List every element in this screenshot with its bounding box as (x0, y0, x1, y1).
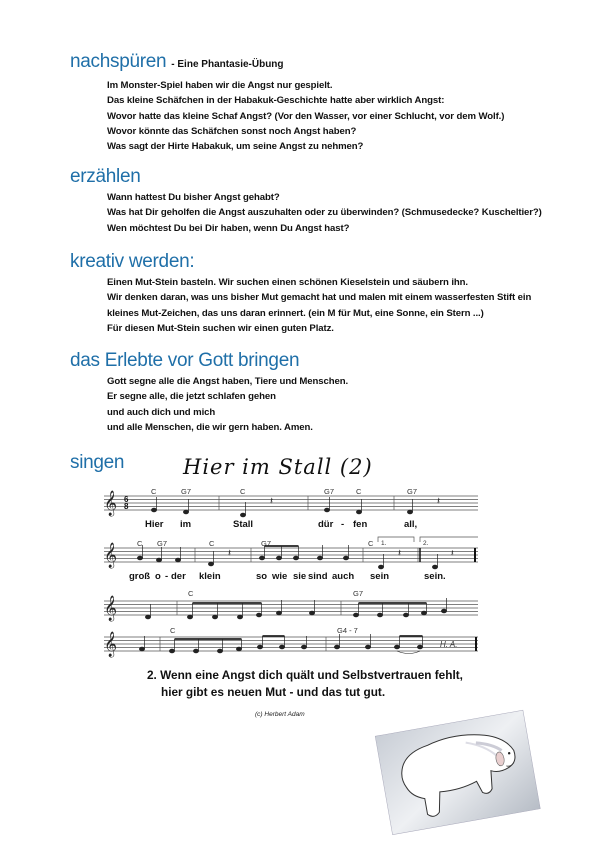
text-line: Wovor hatte das kleine Schaf Angst? (Vor den Wasser, vor einer Schlucht, vor dem Wolf.) (107, 110, 505, 122)
chord-symbol: C (356, 487, 362, 496)
verse-2 (147, 667, 463, 701)
chord-symbol: G7 (324, 487, 335, 496)
section-nachspueren (70, 51, 504, 154)
text-line: Wovor könnte das Schäfchen sonst noch Angst haben? (107, 125, 357, 137)
chord-symbol: C (188, 589, 194, 598)
section-heading: kreativ werden: (70, 251, 195, 272)
lyric: im (180, 519, 192, 530)
heading-text: nachspüren (70, 51, 167, 72)
treble-clef-icon: 𝄞 (104, 631, 118, 656)
lyric: so (256, 571, 268, 582)
lyric: sein. (424, 571, 446, 582)
section-heading: singen (70, 452, 125, 473)
verse-line: 2. Wenn eine Angst dich quält und Selbstvertrauen fehlt, (147, 668, 463, 682)
chord-symbol: G4 - 7 (337, 626, 358, 635)
text-line: und alle Menschen, die wir gern haben. Amen. (107, 421, 313, 433)
volta-label: 1. (381, 540, 387, 547)
section-kreativ-werden (70, 251, 531, 336)
text-line: Wen möchtest Du bei Dir haben, wenn Du Angst hast? (107, 222, 350, 234)
text-line: Das kleine Schäfchen in der Habakuk-Geschichte hatte aber wirklich Angst: (107, 95, 445, 107)
rest-icon: 𝄽 (437, 496, 441, 507)
lyric: fen (353, 519, 368, 530)
rest-icon: 𝄽 (398, 548, 402, 559)
section-text (107, 78, 504, 154)
staff-3 (104, 601, 478, 615)
section-text (107, 275, 531, 336)
heading-subtitle: - Eine Phantasie-Übung (171, 59, 284, 70)
text-line: Einen Mut-Stein basteln. Wir suchen einen schönen Kieselstein und säubern ihn. (107, 277, 468, 288)
staff-1 (104, 496, 478, 510)
text-line: und auch dich und mich (107, 406, 216, 418)
treble-clef-icon: 𝄞 (104, 542, 118, 567)
sheep-drawing (370, 700, 550, 835)
chord-symbol: C (240, 487, 246, 496)
text-line: kleines Mut-Zeichen, das uns daran erinnert. (ein M für Mut, eine Sonne, ein Stern ...) (107, 307, 484, 319)
verse-line: hier gibt es neuen Mut - und das tut gut. (161, 685, 386, 699)
text-line: Gott segne alle die Angst haben, Tiere und Menschen. (107, 376, 349, 387)
chord-symbol: G7 (261, 539, 272, 548)
composer-initials: H. A. (440, 640, 458, 649)
chord-symbol: G7 (157, 539, 168, 548)
lyric: Stall (233, 519, 254, 530)
section-erzaehlen (70, 166, 542, 236)
chord-symbol: C (209, 539, 215, 548)
section-singen (70, 452, 124, 474)
staff-2 (104, 537, 478, 562)
copyright: (c) Herbert Adam (255, 711, 305, 718)
section-text (107, 190, 542, 236)
time-sig-top: 6 (124, 495, 129, 504)
treble-clef-icon: 𝄞 (104, 595, 118, 620)
text-line: Für diesen Mut-Stein suchen wir einen guten Platz. (107, 322, 334, 334)
section-heading (70, 51, 504, 76)
lyric: sein (370, 571, 390, 582)
text-line: Im Monster-Spiel haben wir die Angst nur gespielt. (107, 80, 333, 91)
chord-symbol: C (368, 539, 374, 548)
text-line: Wann hattest Du bisher Angst gehabt? (107, 192, 280, 203)
lyric: - (165, 571, 169, 582)
section-heading: erzählen (70, 166, 141, 187)
chord-symbol: G7 (353, 589, 364, 598)
treble-clef-icon: 𝄞 (104, 490, 118, 515)
lyric: dür (318, 519, 334, 530)
rest-icon: 𝄽 (451, 548, 454, 558)
chord-symbol: C (137, 539, 143, 548)
lyric: sie (293, 571, 307, 582)
lyric: o (155, 571, 161, 582)
lyric: wie (272, 571, 288, 582)
lyric: sind (308, 571, 328, 582)
rest-icon: 𝄽 (228, 548, 232, 559)
lyric: klein (199, 571, 221, 582)
lyric: all, (404, 519, 418, 530)
time-sig-bottom: 8 (124, 502, 129, 511)
section-erlebte-vor-gott (70, 350, 348, 435)
lyric: - (341, 519, 345, 530)
text-line: Was sagt der Hirte Habakuk, um seine Angst zu nehmen? (107, 141, 364, 153)
chord-symbol: G7 (181, 487, 192, 496)
chord-symbol: C (170, 626, 176, 635)
lyric: groß (129, 571, 151, 582)
chord-symbol: C (151, 487, 157, 496)
text-line: Wir denken daran, was uns bisher Mut gemacht hat und malen mit einem wasserfesten Stift ein (107, 292, 532, 304)
song-title: Hier im Stall (2) (183, 455, 373, 479)
notes (137, 496, 454, 654)
lyric: auch (332, 571, 355, 582)
rest-icon: 𝄽 (270, 496, 274, 507)
text-line: Er segne alle, die jetzt schlafen gehen (107, 391, 276, 403)
chord-symbol: G7 (407, 487, 418, 496)
section-heading: das Erlebte vor Gott bringen (70, 350, 300, 371)
volta-label: 2. (423, 540, 429, 547)
lyric: der (171, 571, 186, 582)
lyric: Hier (145, 519, 164, 530)
staff-4 (104, 637, 478, 651)
text-line: Was hat Dir geholfen die Angst auszuhalten oder zu überwinden? (Schmusedecke? Kuscheltier?) (107, 207, 542, 219)
section-text (107, 374, 348, 435)
